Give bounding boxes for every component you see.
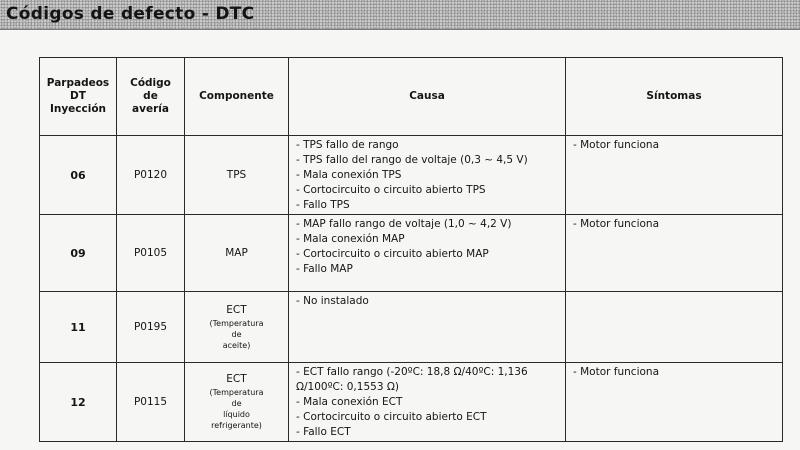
cell-blinks: 12 [40,363,117,442]
cause-item: - Mala conexión TPS [296,169,402,181]
table-row [40,292,783,363]
table-row [40,215,783,292]
cell-cause [289,363,566,442]
cause-item: - MAP fallo rango de voltaje (1,0 ~ 4,2 V) [296,218,512,230]
header-blinks [40,58,117,136]
header-cause: Causa [289,58,566,136]
cell-component [185,292,289,363]
cell-symptoms [566,292,783,363]
cause-item: - Cortocircuito o circuito abierto MAP [296,248,489,260]
cause-item: - ECT fallo rango (-20ºC: 18,8 Ω/40ºC: 1,136 [296,366,528,378]
component-description [185,387,288,431]
header-code-line: Código [130,77,171,89]
cell-symptoms [566,215,783,292]
symptom-list [566,215,782,232]
component-description-line: (Temperatura [209,388,264,397]
component-description-line: de [231,399,242,408]
cell-symptoms [566,136,783,215]
cause-list [289,292,565,309]
symptom-list [566,292,782,294]
header-code-line: de [143,90,158,102]
cell-fault-code: P0120 [117,136,185,215]
cell-component [185,215,289,292]
component-description-line: líquido [223,410,250,419]
component-name: ECT [226,303,247,316]
cell-cause [289,136,566,215]
cause-list [289,136,565,213]
symptom-item: - Motor funciona [573,139,660,151]
cause-item: - No instalado [296,295,369,307]
cause-list [289,215,565,277]
header-code-line: avería [132,103,169,115]
header-component: Componente [185,58,289,136]
page-title: Códigos de defecto - DTC [6,4,255,24]
symptom-item: - Motor funciona [573,366,660,378]
header-divider [0,29,800,30]
header-blinks-line: Parpadeos [46,77,110,89]
table-body [40,136,783,442]
cause-item: - Mala conexión MAP [296,233,405,245]
cell-cause [289,215,566,292]
cell-fault-code: P0115 [117,363,185,442]
cause-item: - Cortocircuito o circuito abierto TPS [296,184,486,196]
cell-symptoms [566,363,783,442]
cell-blinks: 06 [40,136,117,215]
cause-item: - Cortocircuito o circuito abierto ECT [296,411,487,423]
cause-item: Ω/100ºC: 0,1553 Ω) [296,381,399,393]
header-symptoms: Síntomas [566,58,783,136]
cause-item: - Fallo MAP [296,263,353,275]
header-blinks-line: Inyección [49,103,107,115]
component-name: TPS [226,168,247,181]
table-header-row [40,58,783,136]
cause-item: - TPS fallo del rango de voltaje (0,3 ~ 4,5 V) [296,154,528,166]
component-name: ECT [226,373,247,385]
component-name: MAP [225,246,248,259]
symptom-list [566,363,782,380]
table-row [40,363,783,442]
component-description-line: aceite) [222,340,251,350]
cell-cause [289,292,566,363]
cell-blinks: 09 [40,215,117,292]
cause-list [289,363,565,440]
table-row [40,136,783,215]
cell-fault-code: P0195 [117,292,185,363]
header-blinks-line: DT [70,90,86,102]
symptom-list [566,136,782,153]
cause-item: - Fallo ECT [296,426,351,438]
component-description-line: de [231,329,242,339]
symptom-item: - Motor funciona [573,218,660,230]
cause-item: - Mala conexión ECT [296,396,403,408]
cause-item: - TPS fallo de rango [296,139,399,151]
cell-component [185,363,289,442]
header-code [117,58,185,136]
component-description [185,318,288,351]
component-description-line: refrigerante) [211,421,262,430]
cell-blinks: 11 [40,292,117,363]
cause-item: - Fallo TPS [296,199,350,211]
cell-fault-code: P0105 [117,215,185,292]
dtc-table [39,57,783,442]
cell-component [185,136,289,215]
component-description-line: (Temperatura [209,318,264,328]
